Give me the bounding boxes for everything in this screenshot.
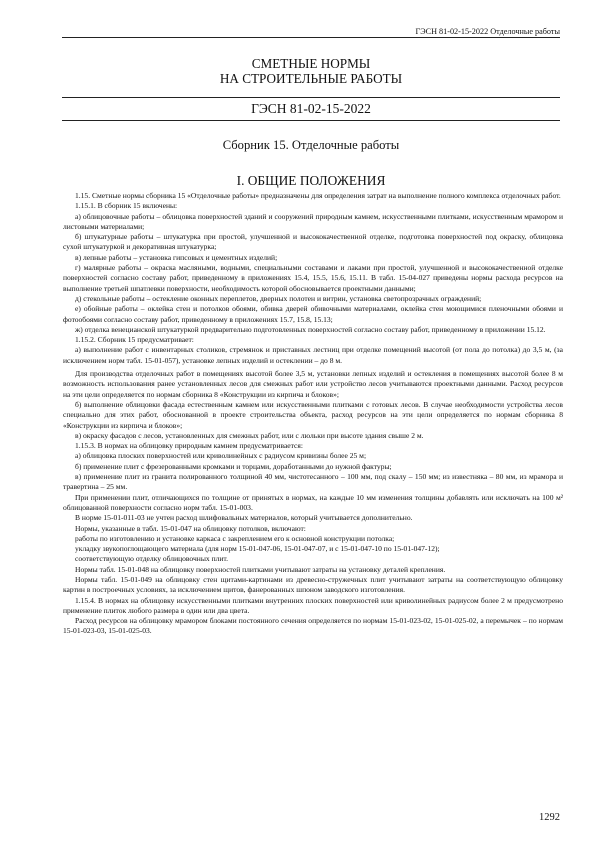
paragraph: б) применение плит с фрезерованными кромками и торцами, доработанными до нужной фактуры; [75, 461, 392, 471]
paragraph: Для производства отделочных работ в помещениях высотой более 3,5 м, установки лепных изделий и остекления в помещениях высотой более 8 м возможность использования ранее установленных лесов для смежных работ или устройство лесов учитываются проектными данными. Расход ресурсов на эти цели определяется по нормам сборника 8 «Конструкции из кирпича и блоков»; [63, 369, 563, 399]
paragraph: а) выполнение работ с инвентарных столиков, стремянок и приставных лестниц при отделке помещений высотой (от пола до потолка) до 3,5 м, (за исключением норм табл. 15-01-057), установке лепных изделий и остеклении – до 8 м. [63, 345, 563, 365]
paragraph: Нормы табл. 15-01-048 на облицовку поверхностей плитками учитывают затраты на установку деталей крепления. [75, 564, 446, 574]
document-code: ГЭСН 81-02-15-2022 [251, 101, 371, 116]
paragraph: г) малярные работы – окраска масляными, водными, специальными составами и лаками при простой, улучшенной и высококачественной отделке поверхностей согласно составу работ, приведенному в приложениях 15.4, 15.5, 15.6, 15.11. В табл. 15-04-027 приведены нормы расхода ресурсов на выполнение третьей шпатлевки поверхности, необходимость которой обосновывается проектными данными; [63, 263, 563, 293]
paragraph: соответствующую отделку облицовочных плит. [75, 554, 229, 564]
paragraph: в) лепные работы – установка гипсовых и цементных изделий; [75, 252, 278, 262]
paragraph: Расход ресурсов на облицовку мрамором блоками постоянного сечения определяется по нормам 15-01-023-02, 15-01-025-02, а перемычек – по нормам 15-01-023-03, 15-01-025-03. [63, 616, 563, 636]
code-rule-bottom [62, 120, 560, 121]
paragraph: 1.15.4. В нормах на облицовку искусственными плитками внутренних плоских поверхностей или криволинейных радиусом более 2 м предусмотрено применение плиток любого размера в один или два цвета. [63, 595, 563, 615]
paragraph: 1.15.3. В нормах на облицовку природным камнем предусматривается: [75, 441, 303, 451]
header-rule [62, 37, 560, 38]
running-header: ГЭСН 81-02-15-2022 Отделочные работы [415, 27, 560, 36]
paragraph: б) штукатурные работы – штукатурка при простой, улучшенной и высококачественной отделке, подготовка поверхностей под окраску, облицовка сухой штукатуркой и декоративная штукатурка; [63, 232, 563, 252]
paragraph: е) обойные работы – оклейка стен и потолков обоями, обивка дверей обивочными материалами, оклейка стен моющимися пленочными обоями и фотообоями согласно составу работ, приведенному в приложениях 15.7, 15.8, 15.13; [63, 304, 563, 324]
collection-title: Сборник 15. Отделочные работы [222, 138, 400, 152]
paragraph: Нормы, указанные в табл. 15-01-047 на облицовку потолков, включают: [75, 523, 306, 533]
paragraph: 1.15.1. В сборник 15 включены: [75, 201, 178, 211]
paragraph: В норме 15-01-011-03 не учтен расход шлифовальных материалов, который учитывается дополнительно. [75, 513, 413, 523]
document-title-line-2: НА СТРОИТЕЛЬНЫЕ РАБОТЫ [219, 71, 403, 86]
paragraph: а) облицовочные работы – облицовка поверхностей зданий и сооружений природным камнем, искусственными плитками, искусственным мрамором и листовыми материалами; [63, 211, 563, 231]
section-heading: I. ОБЩИЕ ПОЛОЖЕНИЯ [236, 173, 386, 188]
document-title-line-1: СМЕТНЫЕ НОРМЫ [251, 56, 371, 71]
paragraph: в) окраску фасадов с лесов, установленных для смежных работ, или с люльки при высоте здания свыше 2 м. [75, 430, 424, 440]
paragraph: укладку звукопоглощающего материала (для норм 15-01-047-06, 15-01-047-07, и с 15-01-047-10 по 15-01-047-12); [75, 544, 440, 554]
code-rule-top [62, 97, 560, 98]
paragraph: д) стекольные работы – остекление оконных переплетов, дверных полотен и витрин, установка светопрозрачных ограждений; [75, 293, 482, 303]
paragraph: б) выполнение облицовки фасада естественным камнем или искусственными плитками с готовых лесов. В случае необходимости устройства лесов специально для этих работ, обоснованной в проекте строительства объекта, расход ресурсов на эти цели определяется по нормам сборника 8 «Конструкции из кирпича и блоков»; [63, 399, 563, 430]
paragraph: а) облицовка плоских поверхностей или криволинейных с радиусом кривизны более 25 м; [75, 451, 367, 461]
paragraph: в) применение плит из гранита полированного толщиной 40 мм, чистотесанного – 100 мм, под скалу – 150 мм; из известняка – 80 мм, из мрамора и травертина – 25 мм. [63, 472, 563, 492]
paragraph: 1.15. Сметные нормы сборника 15 «Отделочные работы» предназначены для определения затрат на выполнение полного комплекса отделочных работ. [75, 191, 561, 200]
document-body [63, 191, 563, 637]
paragraph: При применении плит, отличающихся по толщине от принятых в нормах, на каждые 10 мм изменения толщины добавлять или исключать на 100 м² облицованной поверхности согласно норм табл. 15-01-003. [63, 492, 563, 512]
paragraph: ж) отделка венецианской штукатуркой предварительно подготовленных поверхностей согласно составу работ, приведенному в приложении 15.12. [75, 324, 546, 334]
page-number: 1292 [539, 812, 560, 823]
paragraph: 1.15.2. Сборник 15 предусматривает: [75, 335, 194, 345]
paragraph: Нормы табл. 15-01-049 на облицовку стен щитами-картинами из древесно-стружечных плит учитывают затраты на соответствующую облицовку картин в построечных условиях, за исключением щитов, фанерованных шпоном заводского изготовления. [63, 574, 563, 595]
paragraph: работы по изготовлению и установке каркаса с закреплением его к основной конструкции потолка; [75, 533, 395, 543]
